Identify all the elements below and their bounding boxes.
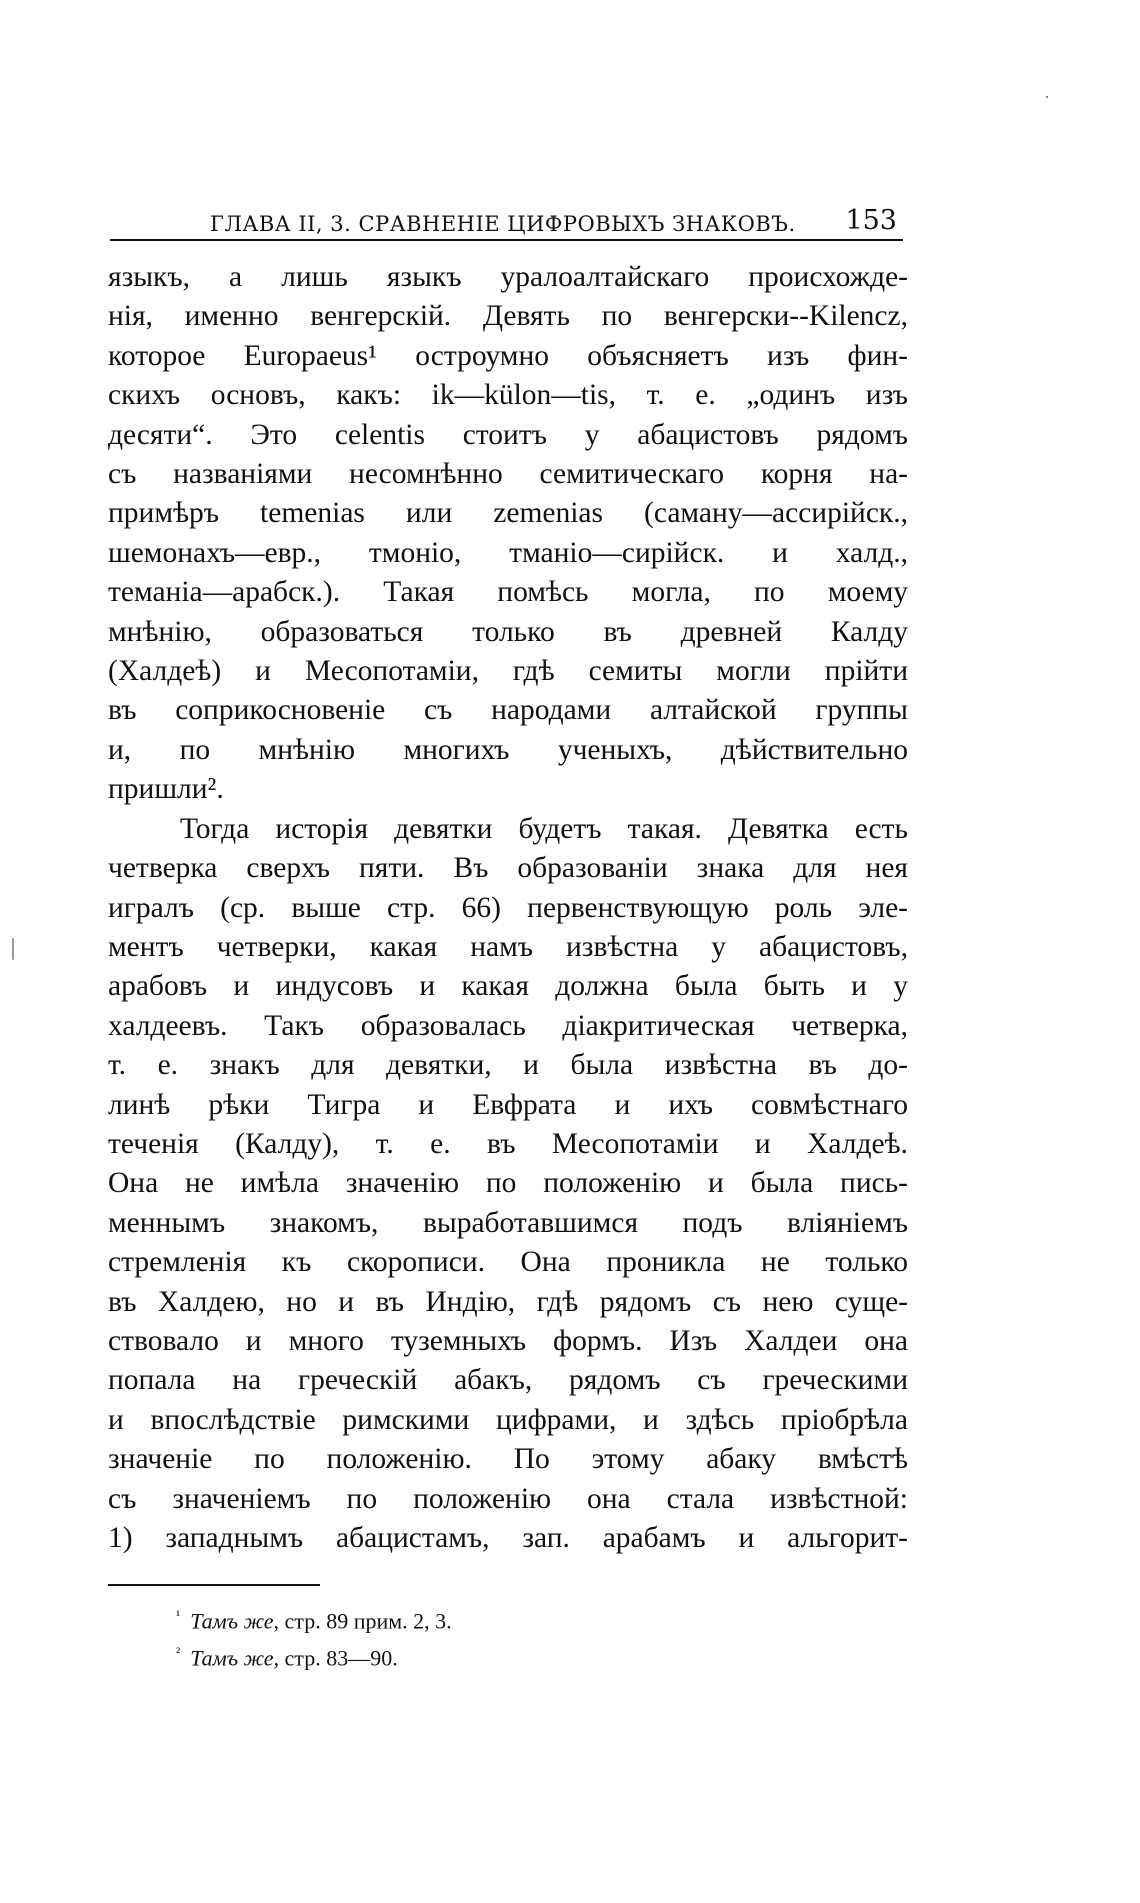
text-line: съ значеніемъ по положенію она стала извѣстной: (108, 1482, 908, 1515)
text-line: въ Халдею, но и въ Индію, гдѣ рядомъ съ нею суще- (108, 1285, 908, 1318)
text-line: теманіа—арабск.). Такая помѣсь могла, по моему (108, 576, 908, 609)
footnote-source: Тамъ же, (190, 1608, 280, 1634)
text-line: (Халдеѣ) и Месопотаміи, гдѣ семиты могли прійти (108, 655, 908, 688)
footnotes (176, 1600, 736, 1675)
body-text (108, 258, 908, 1558)
text-line: четверка сверхъ пяти. Въ образованіи знака для нея (108, 852, 908, 885)
running-head-rule (110, 239, 903, 241)
text-line: съ названіями несомнѣнно семитическаго корня на- (108, 458, 908, 491)
text-line: халдеевъ. Такъ образовалась діакритическая четверка, (108, 1009, 908, 1042)
text-line: стремленія къ скорописи. Она проникла не только (108, 1246, 908, 1279)
text-line: языкъ, а лишь языкъ уралоалтайскаго происхожде- (108, 261, 908, 293)
text-line: нія, именно венгерскій. Девять по венгерски--Kilencz, (108, 300, 908, 333)
footnote-2 (176, 1637, 736, 1674)
footnote-1 (176, 1600, 736, 1637)
text-line: Тогда исторія девятки будетъ такая. Девятка есть (180, 812, 908, 845)
text-line: линѣ рѣки Тигра и Евфрата и ихъ совмѣстнаго (108, 1088, 908, 1121)
text-line: шемонахъ—евр., тмоніо, тманіо—сирійск. и халд., (108, 536, 908, 569)
text-line: и впослѣдствіе римскими цифрами, и здѣсь пріобрѣла (108, 1403, 908, 1436)
text-line: игралъ (ср. выше стр. 66) первенствующую роль эле- (108, 891, 908, 924)
text-line: ментъ четверки, какая намъ извѣстна у абацистовъ, (108, 930, 908, 963)
text-line: меннымъ знакомъ, выработавшимся подъ вліяніемъ (108, 1206, 908, 1239)
footnote-mark: ² (176, 1646, 181, 1662)
footnote-mark: ¹ (176, 1609, 181, 1624)
text-line: пришли². (108, 773, 224, 806)
text-line: и, по мнѣнію многихъ ученыхъ, дѣйствительно (108, 733, 908, 766)
text-line: ствовало и много туземныхъ формъ. Изъ Халдеи она (108, 1324, 908, 1357)
footnote-ref: стр. 83—90. (284, 1645, 398, 1671)
footnote-source: Тамъ же, (190, 1645, 280, 1671)
scan-speck (1046, 96, 1048, 98)
text-line: т. е. знакъ для девятки, и была извѣстна въ до- (108, 1049, 908, 1082)
footnote-rule (108, 1584, 320, 1586)
text-line: въ соприкосновеніе съ народами алтайской группы (108, 694, 908, 727)
scan-speck (12, 938, 14, 960)
text-line: скихъ основъ, какъ: ik—külon—tis, т. е. „одинъ изъ (108, 379, 908, 412)
text-line: мнѣнію, образоваться только въ древней Калду (108, 615, 908, 648)
running-head (110, 196, 903, 236)
text-line: теченія (Калду), т. е. въ Месопотаміи и Халдеѣ. (108, 1127, 908, 1160)
page-number: 153 (845, 205, 897, 236)
running-head-title: ГЛАВА II, 3. СРАВНЕНІЕ ЦИФРОВЫХЪ ЗНАКОВЪ. (210, 212, 796, 236)
text-line: 1) западнымъ абацистамъ, зап. арабамъ и альгорит- (108, 1522, 908, 1554)
text-line: которое Europaeus¹ остроумно объясняетъ изъ фин- (108, 339, 908, 372)
footnote-ref: стр. 89 прим. 2, 3. (284, 1608, 452, 1634)
text-line: попала на греческій абакъ, рядомъ съ греческими (108, 1364, 908, 1397)
text-line: значеніе по положенію. По этому абаку вмѣстѣ (108, 1443, 908, 1476)
text-line: десяти“. Это celentis стоитъ у абацистовъ рядомъ (108, 418, 908, 451)
text-line: арабовъ и индусовъ и какая должна была быть и у (108, 970, 908, 1003)
text-line: Она не имѣла значенію по положенію и была пись- (108, 1167, 908, 1200)
text-line: примѣръ temenias или zemenias (саману—ассирійск., (108, 497, 908, 530)
